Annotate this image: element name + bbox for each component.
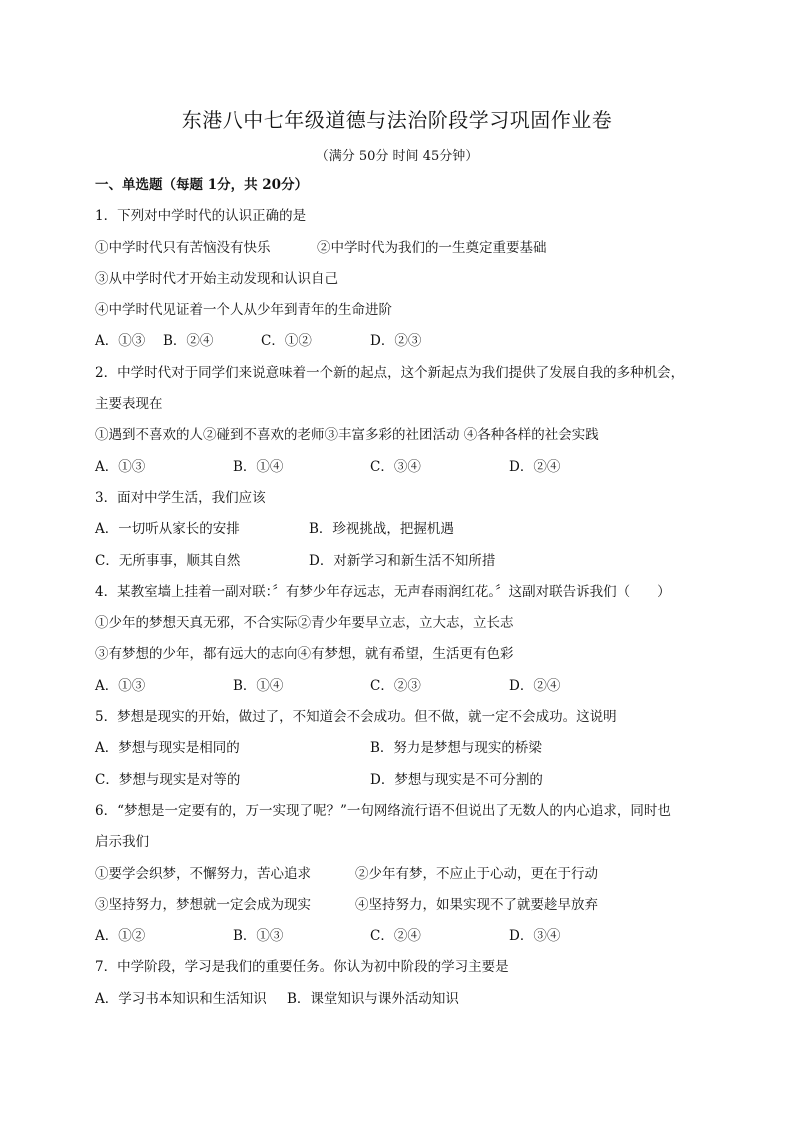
question-stem: 4．某教室墙上挂着一副对联：〞有梦少年存远志，无声春雨润红花。〞这副对联告诉我们（ ）	[95, 583, 671, 600]
statement: ④坚持努力，如果实现不了就要趁早放弃	[355, 896, 598, 913]
option[interactable]: A．①③	[95, 333, 146, 350]
question-stem: 5．梦想是现实的开始，做过了，不知道会不会成功。但不做，就一定不会成功。这说明	[95, 709, 617, 726]
option[interactable]: D．③④	[509, 928, 561, 945]
statement: ②中学时代为我们的一生奠定重要基础	[317, 239, 547, 256]
options-row	[95, 552, 715, 583]
option[interactable]: B．珍视挑战，把握机遇	[309, 521, 454, 538]
option[interactable]: C．②③	[370, 677, 421, 694]
options-row	[95, 332, 715, 363]
statement-row	[95, 896, 715, 927]
option[interactable]: B．①③	[233, 928, 284, 945]
statement-row	[95, 239, 715, 270]
option[interactable]: D．②④	[509, 677, 561, 694]
option[interactable]: D．对新学习和新生活不知所措	[309, 552, 496, 569]
options-row	[95, 771, 715, 802]
option[interactable]: D．②④	[509, 458, 561, 475]
question-stem: 3．面对中学生活，我们应该	[95, 489, 266, 506]
statement-row	[95, 270, 715, 301]
option[interactable]: B．①④	[233, 458, 284, 475]
statement-row	[95, 865, 715, 896]
option[interactable]: B．课堂知识与课外活动知识	[287, 990, 459, 1007]
option[interactable]: A．一切听从家长的安排	[95, 521, 240, 538]
option[interactable]: A．①②	[95, 928, 146, 945]
option[interactable]: D．梦想与现实是不可分割的	[370, 771, 543, 788]
page-title: 东港八中七年级道德与法治阶段学习巩固作业卷	[181, 108, 613, 132]
option[interactable]: B．②④	[163, 333, 214, 350]
statement-row	[95, 301, 715, 332]
option[interactable]: A．①③	[95, 677, 146, 694]
option[interactable]: A．梦想与现实是相同的	[95, 740, 240, 757]
options-row	[95, 677, 715, 708]
section-heading: 一、单选题（每题 1分，共 20分）	[95, 177, 309, 193]
options-row	[95, 990, 715, 1021]
option[interactable]: B．①④	[233, 677, 284, 694]
statement: ③坚持努力，梦想就一定会成为现实	[95, 896, 311, 913]
option[interactable]: C．③④	[370, 458, 421, 475]
option[interactable]: C．①②	[261, 333, 312, 350]
statement-row	[95, 645, 715, 676]
question-stem: 6．“梦想是一定要有的，万一实现了呢？”一句网络流行语不但说出了无数人的内心追求，同时也	[95, 802, 671, 819]
question-stem: 1．下列对中学时代的认识正确的是	[95, 208, 307, 225]
question-stem-continued: 主要表现在	[95, 396, 163, 413]
option[interactable]: D．②③	[370, 333, 422, 350]
statement: ②少年有梦，不应止于心动，更在于行动	[355, 865, 598, 882]
option[interactable]: B．努力是梦想与现实的桥梁	[370, 740, 542, 757]
option[interactable]: A．学习书本知识和生活知识	[95, 990, 267, 1007]
option[interactable]: A．①③	[95, 458, 146, 475]
statement: ③有梦想的少年，都有远大的志向④有梦想，就有希望，生活更有色彩	[95, 646, 514, 663]
option[interactable]: C．无所事事，顺其自然	[95, 552, 241, 569]
options-row	[95, 458, 715, 489]
question-list	[95, 176, 715, 1021]
options-row	[95, 739, 715, 770]
statement: ①遇到不喜欢的人②碰到不喜欢的老师③丰富多彩的社团活动 ④各种各样的社会实践	[95, 427, 599, 444]
statement: ①中学时代只有苦恼没有快乐	[95, 239, 271, 256]
options-row	[95, 927, 715, 958]
option[interactable]: C．梦想与现实是对等的	[95, 771, 241, 788]
statement: ④中学时代见证着一个人从少年到青年的生命进阶	[95, 302, 392, 319]
question-stem: 7．中学阶段，学习是我们的重要任务。你认为初中阶段的学习主要是	[95, 959, 509, 976]
statement-row	[95, 426, 715, 457]
options-row	[95, 520, 715, 551]
question-stem-continued: 启示我们	[95, 834, 149, 851]
exam-info: （满分 50分 时间 45分钟）	[315, 149, 479, 164]
statement-row	[95, 614, 715, 645]
statement: ①要学会织梦，不懈努力，苦心追求	[95, 865, 311, 882]
option[interactable]: C．②④	[370, 928, 421, 945]
question-stem: 2．中学时代对于同学们来说意味着一个新的起点，这个新起点为我们提供了发展自我的多种机会，	[95, 364, 685, 381]
statement: ③从中学时代才开始主动发现和认识自己	[95, 270, 338, 287]
statement: ①少年的梦想天真无邪，不合实际②青少年要早立志，立大志，立长志	[95, 615, 514, 632]
